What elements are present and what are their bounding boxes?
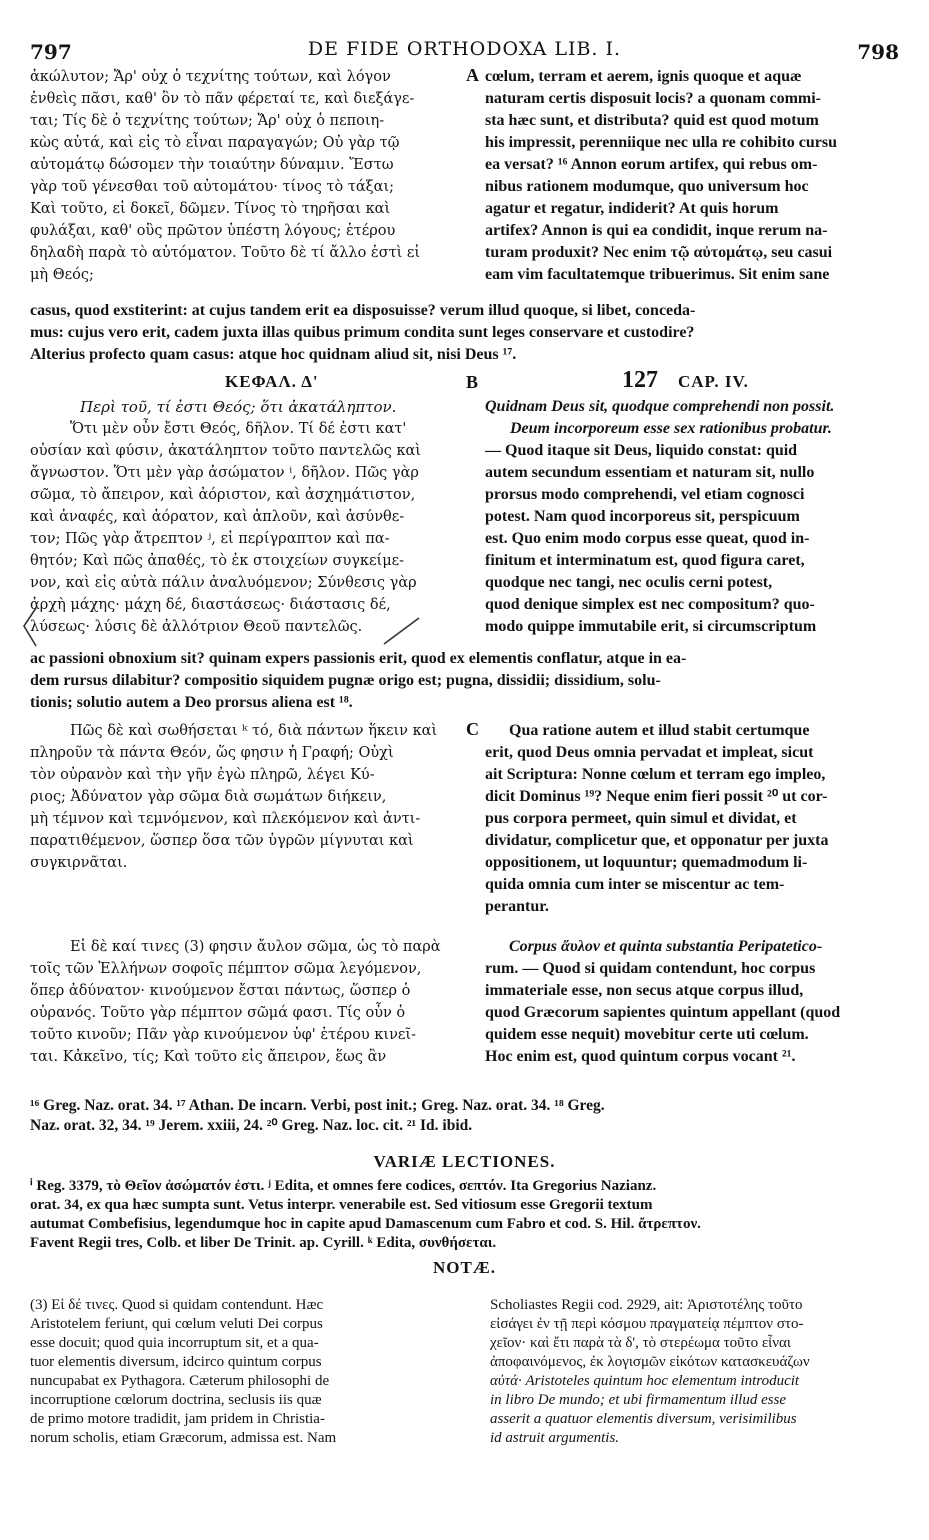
latin-line: naturam certis disposuit locis? a quonam commi- bbox=[485, 90, 821, 107]
left-page-number: 797 bbox=[30, 40, 72, 64]
top-latin-column bbox=[485, 66, 897, 286]
note-line: (3) Εἰ δέ τινες. Quod si quidam contendunt. Hæc bbox=[30, 1297, 324, 1313]
latin-line: mus: cujus vero erit, cadem juxta illas quibus primum condita sunt leges conservare et custodire? bbox=[30, 324, 695, 341]
note-line: esse docuit; quod quia incorruptum sit, et a qua- bbox=[30, 1335, 319, 1351]
note-line: εἰσάγει ἐν τῇ περὶ κόσμου πραγματείᾳ πέμπτον στο- bbox=[490, 1316, 804, 1332]
greek-line: ἄγνωστον. Ὅτι μὲν γὰρ ἀσώματον ⁱ, δῆλον. Πῶς γὰρ bbox=[30, 465, 419, 481]
section2-latin-column bbox=[485, 720, 897, 918]
latin-chapter-summary: Deum incorporeum esse sex rationibus probatur. bbox=[510, 420, 832, 437]
latin-line: his impressit, perenniique nec ulla re cohibito cursu bbox=[485, 134, 838, 151]
latin-line: finitum et interminatum est, quod figura caret, bbox=[485, 552, 805, 569]
greek-line: τὸν οὐρανὸν καὶ τὴν γῆν ἐγὼ πληρῶ, λέγει Κύ- bbox=[30, 767, 375, 783]
variant-line: ⁱ Reg. 3379, τὸ Θεῖον ἀσώματόν ἐστι. ʲ Edita, et omnes fere codices, σεπτόν. Ita Gregorius Nazianz. bbox=[30, 1178, 657, 1194]
variant-line: autumat Combefisius, legendumque hoc in capite apud Damascenum cum Fabro et cod. S. Hil. ἄτρεπτον. bbox=[30, 1216, 701, 1232]
latin-line: dividatur, complicetur que, et opponatur per juxta bbox=[485, 832, 829, 849]
latin-line: agatur et regatur, indiderit? At quis horum bbox=[485, 200, 779, 217]
latin-line: quod Græcorum sapientes quintum appellant (quod bbox=[485, 1004, 841, 1021]
latin-line: casus, quod exstiterint: at cujus tandem erit ea disposuisse? verum illud quoque, si libet, conceda- bbox=[30, 302, 696, 319]
latin-line: artifex? Annon is qui ea condidit, inque rerum na- bbox=[485, 222, 828, 239]
latin-line: ac passioni obnoxium sit? quinam expers passionis erit, quod ex elementis conflatur, atque in ea- bbox=[30, 650, 687, 667]
latin-line: quod denique simplex est nec compositum? quo- bbox=[485, 596, 815, 613]
greek-line: φυλάξαι, καθ' οὓς πρῶτον ὑπέστη λόγους; ἑτέρου bbox=[30, 223, 396, 239]
latin-line: nibus rationem modumque, quo universum hoc bbox=[485, 178, 809, 195]
note-line: incorruptione cœlorum doctrina, seclusis iis quæ bbox=[30, 1392, 322, 1408]
latin-line: immateriale esse, non secus atque corpus illud, bbox=[485, 982, 804, 999]
latin-chapter-heading: CAP. IV. bbox=[678, 372, 749, 391]
section1-latin-column bbox=[485, 440, 897, 638]
latin-line: erit, quod Deus omnia pervadat et impleat, sicut bbox=[485, 744, 814, 761]
margin-marker-b: B bbox=[466, 372, 479, 392]
latin-line: dicit Dominus ¹⁹? Neque enim fieri possit ²⁰ ut cor- bbox=[485, 788, 828, 805]
section3-greek-column bbox=[30, 936, 476, 1068]
latin-line: tionis; solutio autem a Deo prorsus aliena est ¹⁸. bbox=[30, 694, 353, 711]
greek-chapter-subtitle: Περὶ τοῦ, τί ἐστι Θεός; ὅτι ἀκατάληπτον. bbox=[80, 398, 397, 416]
greek-line: Καὶ τοῦτο, εἰ δοκεῖ, δῶμεν. Τίνος τὸ τηρῆσαι καὶ bbox=[30, 201, 391, 217]
note-line: nuncupabat ex Pythagora. Cæterum philosophi de bbox=[30, 1373, 330, 1389]
latin-line: perantur. bbox=[485, 898, 549, 915]
greek-line: Πῶς δὲ καὶ σωθήσεται ᵏ τό, διὰ πάντων ἥκειν καὶ bbox=[70, 723, 438, 739]
greek-line: δηλαδὴ παρὰ τὸ αὐτόματον. Τοῦτο δὲ τί ἄλλο ἐστὶ εἰ bbox=[30, 245, 421, 261]
note-line: asserit a quatuor elementis diversum, verisimilibus bbox=[490, 1411, 797, 1427]
greek-line: συγκιρνᾶται. bbox=[30, 855, 128, 871]
note-line: in libro De mundo; et ubi firmamentum illud esse bbox=[490, 1392, 787, 1408]
greek-line: ἐνθεὶς πᾶσι, καθ' ὃν τὸ πᾶν φέρεταί τε, καὶ διεξάγε- bbox=[30, 91, 415, 107]
greek-line: θητόν; Καὶ πῶς ἀπαθές, τὸ ἐκ στοιχείων συγκείμε- bbox=[30, 553, 405, 569]
latin-line: ea versat? ¹⁶ Annon eorum artifex, qui rebus om- bbox=[485, 156, 818, 173]
latin-line: rum. — Quod si quidam contendunt, hoc corpus bbox=[485, 960, 816, 977]
note-line: id astruit argumentis. bbox=[490, 1430, 620, 1446]
greek-line: ται. Κἀκεῖνο, τίς; Καὶ τοῦτο εἰς ἄπειρον, ἕως ἂν bbox=[30, 1049, 387, 1065]
note-line: norum scholis, etiam Græcorum, admissa est. Nam bbox=[30, 1430, 337, 1446]
greek-line: μὴ τέμνον καὶ τεμνόμενον, καὶ πλεκόμενον καὶ ἀντι- bbox=[30, 811, 421, 827]
latin-line: modo quippe immutabile erit, si circumscriptum bbox=[485, 618, 817, 635]
greek-line: ται; Τίς δὲ ὁ τεχνίτης τούτων; Ἄρ' οὐχ ὁ πεποιη- bbox=[30, 113, 385, 129]
section3-latin-column bbox=[485, 936, 897, 1068]
greek-line: τοῦτο κινοῦν; Πᾶν γὰρ κινούμενον ὑφ' ἑτέρου κινεῖ- bbox=[30, 1027, 417, 1043]
latin-line: potest. Nam quod incorporeus sit, perspicuum bbox=[485, 508, 800, 525]
top-full-width-latin bbox=[30, 300, 898, 366]
latin-line: Hoc enim est, quod quintum corpus vocant ²¹. bbox=[485, 1048, 796, 1065]
latin-line: turam produxit? Nec enim τῷ αὐτομάτῳ, seu casui bbox=[485, 244, 833, 261]
note-line: Scholiastes Regii cod. 2929, ait: Ἀριστοτέλης τοῦτο bbox=[490, 1297, 803, 1313]
greek-line: ριος; Ἀδύνατον γὰρ σῶμα διὰ σωμάτων διήκειν, bbox=[30, 789, 387, 805]
latin-line: quodque nec tangi, nec oculis cerni potest, bbox=[485, 574, 773, 591]
latin-line: est. Quo enim modo corpus esse queat, quod in- bbox=[485, 530, 810, 547]
latin-line: pus corpora permeet, quin simul et dividat, et bbox=[485, 810, 797, 827]
variant-line: Favent Regii tres, Colb. et liber De Trinit. ap. Cyrill. ᵏ Edita, συνθήσεται. bbox=[30, 1235, 497, 1251]
footnote-line: Naz. orat. 32, 34. ¹⁹ Jerem. xxiii, 24. ²⁰ Greg. Naz. loc. cit. ²¹ Id. ibid. bbox=[30, 1117, 473, 1134]
greek-line: γὰρ τοῦ γένεσθαι τοῦ αὐτομάτου· τίνος τὸ τάξαι; bbox=[30, 179, 395, 195]
latin-line: quidem esse nequit) movebitur certe uti cœlum. bbox=[485, 1026, 809, 1043]
running-title: DE FIDE ORTHODOXA LIB. I. bbox=[307, 38, 622, 60]
handwritten-bracket-mark bbox=[14, 604, 434, 650]
margin-marker-a: A bbox=[466, 65, 479, 85]
latin-chapter-subtitle: Quidnam Deus sit, quodque comprehendi non possit. bbox=[485, 398, 835, 415]
greek-line: σῶμα, τὸ ἄπειρον, καὶ ἀόριστον, καὶ ἀσχημάτιστον, bbox=[30, 487, 416, 503]
latin-line: Qua ratione autem et illud stabit certumque bbox=[509, 722, 810, 739]
margin-marker-c: C bbox=[466, 719, 479, 739]
latin-line: dem rursus dilabitur? compositio siquidem pugnæ origo est; pugna, dissidii; dissidium, solu- bbox=[30, 672, 661, 689]
greek-line: νον, καὶ εἰς αὐτὰ πάλιν ἀναλυόμενον; Σύνθεσις γὰρ bbox=[30, 575, 417, 591]
latin-line: eam vim facultatemque tribuerimus. Sit enim sane bbox=[485, 266, 830, 283]
greek-line: αὐτομάτῳ δώσομεν τὴν τοιαύτην δύναμιν. Ἔστω bbox=[30, 157, 394, 173]
greek-line: οὐσίαν καὶ φύσιν, ἀκατάληπτον τοῦτο παντελῶς καὶ bbox=[30, 443, 421, 459]
note-line: de primo motore tradidit, jam pridem in Christia- bbox=[30, 1411, 325, 1427]
footnotes bbox=[30, 1096, 898, 1136]
greek-line: παρατιθέμενον, ὥσπερ ὅσα τῶν ὑγρῶν μίγνυται καὶ bbox=[30, 833, 414, 849]
latin-line: cœlum, terram et aerem, ignis quoque et aquæ bbox=[485, 68, 802, 85]
variae-lectiones-heading: VARIÆ LECTIONES. bbox=[373, 1152, 556, 1171]
latin-side-heading: Corpus ἄυλον et quinta substantia Peripatetico- bbox=[509, 938, 823, 955]
latin-line: ait Scriptura: Nonne cœlum et terram ego impleo, bbox=[485, 766, 826, 783]
greek-chapter-heading: ΚΕΦΑΛ. Δ' bbox=[225, 372, 319, 391]
latin-line: — Quod itaque sit Deus, liquido constat: quid bbox=[485, 442, 798, 459]
greek-line: πληροῦν τὰ πάντα Θεόν, ὥς φησιν ἡ Γραφή; Οὐχὶ bbox=[30, 745, 394, 761]
greek-line: τον; Πῶς γὰρ ἄτρεπτον ʲ, εἰ περίγραπτον καὶ πα- bbox=[30, 531, 390, 547]
note-line: Aristotelem feriunt, qui cœlum veluti Dei corpus bbox=[30, 1316, 323, 1332]
greek-line: μὴ Θεός; bbox=[30, 267, 94, 283]
section1-full-width-latin bbox=[30, 648, 898, 714]
section2-greek-column bbox=[30, 720, 476, 874]
note-line: αὐτά· Aristoteles quintum hoc elementum introducit bbox=[490, 1373, 800, 1389]
column-number: 127 bbox=[622, 367, 658, 393]
latin-line: sta hæc sunt, et distributa? quid est quod motum bbox=[485, 112, 819, 129]
variant-line: orat. 34, ex qua hæc sumpta sunt. Vetus interpr. venerabile est. Sed vitiosum esse Gregorii textum bbox=[30, 1197, 653, 1213]
notae-heading: NOTÆ. bbox=[432, 1258, 497, 1277]
greek-line: ἀρχὴ μάχης· μάχη δέ, διαστάσεως· διάστασις δέ, bbox=[30, 597, 391, 613]
right-page-number: 798 bbox=[857, 40, 899, 64]
note-line: χεῖον· καὶ ἔτι παρὰ τὰ δ', τὸ στερέωμα τοῦτο εἶναι bbox=[490, 1335, 791, 1351]
greek-line: Ὅτι μὲν οὖν ἔστι Θεός, δῆλον. Τί δέ ἐστι κατ' bbox=[70, 421, 407, 437]
notae-left-column bbox=[30, 1296, 472, 1448]
note-line: tuor elementis diversum, idcirco quintum corpus bbox=[30, 1354, 322, 1370]
greek-line: τοῖς τῶν Ἑλλήνων σοφοῖς πέμπτον σῶμα λεγόμενον, bbox=[30, 961, 422, 977]
latin-line: Alterius profecto quam casus: atque hoc quidnam aliud sit, nisi Deus ¹⁷. bbox=[30, 346, 517, 363]
top-greek-column bbox=[30, 66, 476, 286]
latin-line: autem secundum essentiam et naturam sit, nullo bbox=[485, 464, 815, 481]
greek-line: ὅπερ ἀδύνατον· κινούμενον ἔσται πάντως, ὥσπερ ὁ bbox=[30, 983, 411, 999]
latin-line: oppositionem, ut loquuntur; quemadmodum li- bbox=[485, 854, 808, 871]
greek-line: οὐρανός. Τοῦτο γὰρ πέμπτον σῶμά φασι. Τίς οὖν ὁ bbox=[30, 1005, 406, 1021]
greek-line: καὶ ἀναφές, καὶ ἀόρατον, καὶ ἁπλοῦν, καὶ ἀσύνθε- bbox=[30, 509, 405, 525]
latin-line: quida omnia cum inter se miscentur ac tem- bbox=[485, 876, 785, 893]
greek-line: Εἰ δὲ καί τινες (3) φησιν ἄυλον σῶμα, ὡς τὸ παρὰ bbox=[70, 939, 441, 955]
footnote-line: ¹⁶ Greg. Naz. orat. 34. ¹⁷ Athan. De incarn. Verbi, post init.; Greg. Naz. orat. 34. ¹⁸ Greg. bbox=[30, 1097, 605, 1114]
greek-line: ἀκώλυτον; Ἄρ' οὐχ ὁ τεχνίτης τούτων, καὶ λόγον bbox=[30, 69, 391, 85]
note-line: ἀποφαινόμενος, ἐκ λογισμῶν εἰκότων κατασκευάζων bbox=[490, 1354, 810, 1370]
variae-lectiones-text bbox=[30, 1177, 898, 1253]
greek-line: κὼς αὐτά, καὶ εἰς τὸ εἶναι παραγαγών; Οὐ γὰρ τῷ bbox=[30, 135, 400, 151]
latin-line: prorsus modo comprehendi, vel etiam cognosci bbox=[485, 486, 805, 503]
notae-right-column bbox=[490, 1296, 898, 1448]
greek-line: λύσεως· λύσις δὲ ἀλλότριον Θεοῦ παντελῶς. bbox=[30, 619, 363, 635]
